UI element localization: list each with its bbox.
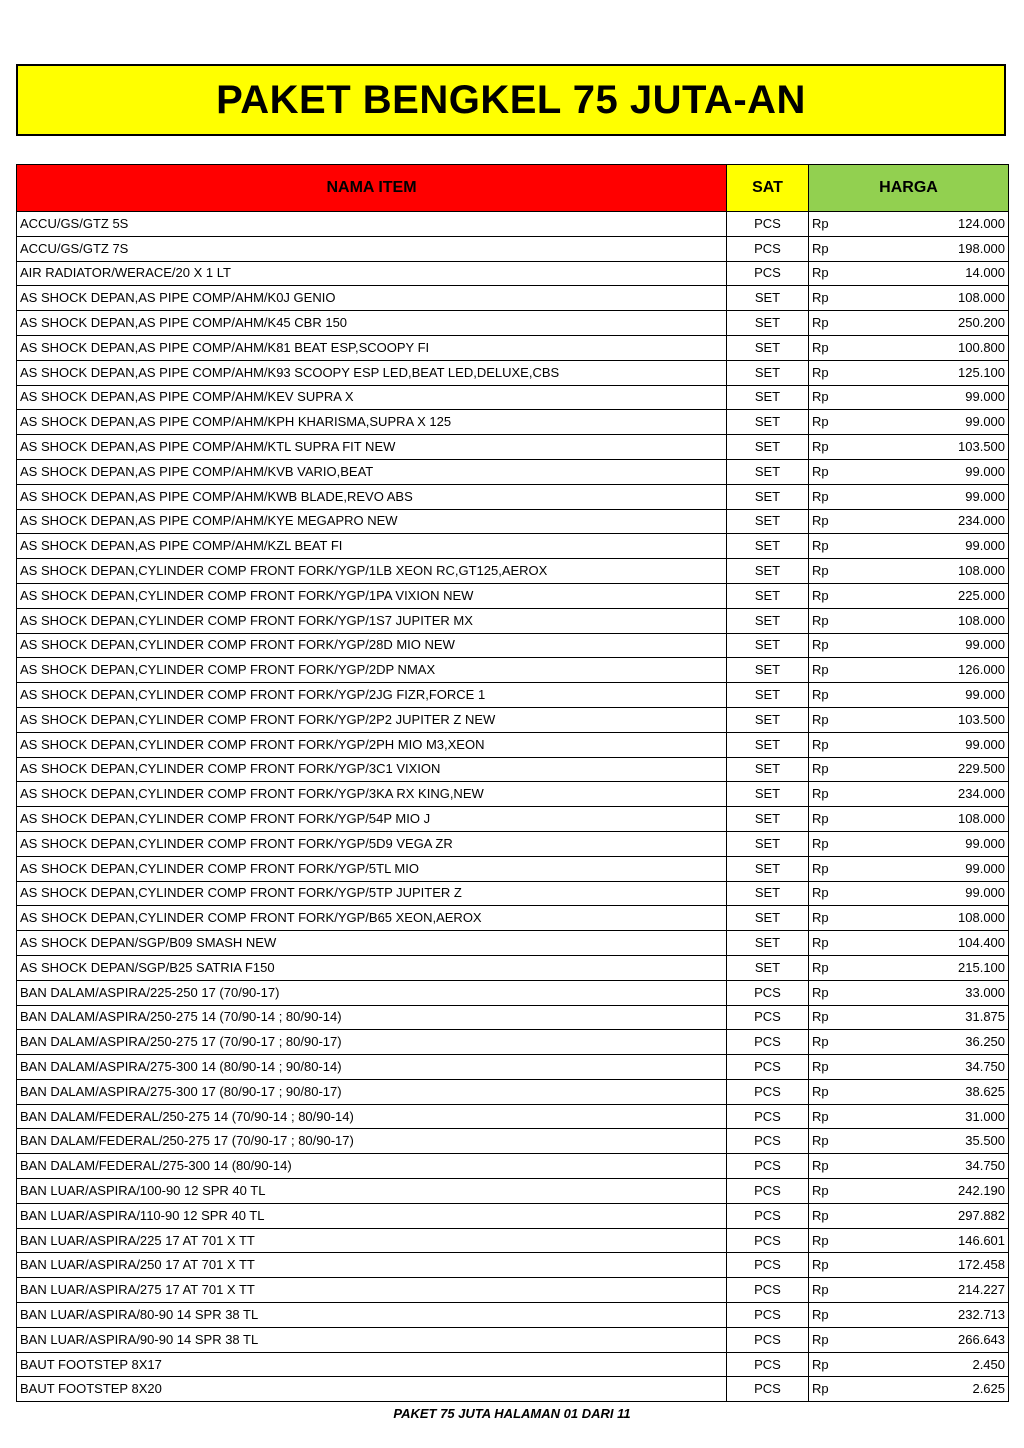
table-row <box>17 1253 1009 1278</box>
item-currency: Rp <box>809 658 864 683</box>
item-currency: Rp <box>809 683 864 708</box>
item-name: AS SHOCK DEPAN,CYLINDER COMP FRONT FORK/YGP/2DP NMAX <box>17 658 727 683</box>
price-table <box>16 164 1009 1402</box>
table-row <box>17 980 1009 1005</box>
item-currency: Rp <box>809 980 864 1005</box>
item-currency: Rp <box>809 509 864 534</box>
header-nama-item: NAMA ITEM <box>17 165 727 212</box>
item-unit: SET <box>727 683 809 708</box>
table-row <box>17 1179 1009 1204</box>
item-currency: Rp <box>809 484 864 509</box>
item-unit: SET <box>727 732 809 757</box>
item-price: 99.000 <box>864 856 1009 881</box>
table-row <box>17 311 1009 336</box>
item-name: AS SHOCK DEPAN,CYLINDER COMP FRONT FORK/YGP/5TP JUPITER Z <box>17 881 727 906</box>
item-unit: PCS <box>727 1228 809 1253</box>
item-unit: PCS <box>727 236 809 261</box>
item-currency: Rp <box>809 286 864 311</box>
item-currency: Rp <box>809 1352 864 1377</box>
item-name: AS SHOCK DEPAN,CYLINDER COMP FRONT FORK/YGP/1S7 JUPITER MX <box>17 608 727 633</box>
table-row <box>17 1154 1009 1179</box>
item-name: AS SHOCK DEPAN/SGP/B25 SATRIA F150 <box>17 955 727 980</box>
item-name: BAN LUAR/ASPIRA/90-90 14 SPR 38 TL <box>17 1327 727 1352</box>
table-header-row <box>17 165 1009 212</box>
item-price: 108.000 <box>864 559 1009 584</box>
item-name: AS SHOCK DEPAN,CYLINDER COMP FRONT FORK/YGP/28D MIO NEW <box>17 633 727 658</box>
item-name: ACCU/GS/GTZ 5S <box>17 212 727 237</box>
item-unit: PCS <box>727 980 809 1005</box>
item-name: BAN DALAM/FEDERAL/250-275 17 (70/90-17 ; 80/90-17) <box>17 1129 727 1154</box>
item-price: 198.000 <box>864 236 1009 261</box>
item-unit: SET <box>727 360 809 385</box>
item-unit: SET <box>727 435 809 460</box>
item-unit: SET <box>727 385 809 410</box>
item-unit: SET <box>727 335 809 360</box>
item-price: 234.000 <box>864 782 1009 807</box>
item-unit: SET <box>727 509 809 534</box>
item-price: 215.100 <box>864 955 1009 980</box>
item-currency: Rp <box>809 1055 864 1080</box>
item-currency: Rp <box>809 559 864 584</box>
item-price: 99.000 <box>864 881 1009 906</box>
item-name: AS SHOCK DEPAN,AS PIPE COMP/AHM/KTL SUPRA FIT NEW <box>17 435 727 460</box>
table-row <box>17 931 1009 956</box>
item-price: 232.713 <box>864 1303 1009 1328</box>
item-unit: SET <box>727 608 809 633</box>
item-price: 266.643 <box>864 1327 1009 1352</box>
item-unit: PCS <box>727 1203 809 1228</box>
item-unit: PCS <box>727 1104 809 1129</box>
item-price: 124.000 <box>864 212 1009 237</box>
item-name: BAN LUAR/ASPIRA/100-90 12 SPR 40 TL <box>17 1179 727 1204</box>
item-price: 100.800 <box>864 335 1009 360</box>
item-unit: SET <box>727 534 809 559</box>
item-name: AS SHOCK DEPAN,AS PIPE COMP/AHM/KWB BLADE,REVO ABS <box>17 484 727 509</box>
item-currency: Rp <box>809 1154 864 1179</box>
item-price: 242.190 <box>864 1179 1009 1204</box>
item-name: BAN DALAM/ASPIRA/225-250 17 (70/90-17) <box>17 980 727 1005</box>
item-currency: Rp <box>809 212 864 237</box>
item-name: AS SHOCK DEPAN,CYLINDER COMP FRONT FORK/YGP/5TL MIO <box>17 856 727 881</box>
table-row <box>17 732 1009 757</box>
item-name: BAN DALAM/ASPIRA/250-275 17 (70/90-17 ; 80/90-17) <box>17 1030 727 1055</box>
item-name: AS SHOCK DEPAN/SGP/B09 SMASH NEW <box>17 931 727 956</box>
item-price: 34.750 <box>864 1154 1009 1179</box>
item-unit: PCS <box>727 1030 809 1055</box>
item-currency: Rp <box>809 707 864 732</box>
item-currency: Rp <box>809 1377 864 1402</box>
table-row <box>17 1030 1009 1055</box>
item-price: 31.000 <box>864 1104 1009 1129</box>
item-price: 36.250 <box>864 1030 1009 1055</box>
item-name: BAN DALAM/FEDERAL/250-275 14 (70/90-14 ; 80/90-14) <box>17 1104 727 1129</box>
item-unit: SET <box>727 410 809 435</box>
item-currency: Rp <box>809 906 864 931</box>
item-price: 214.227 <box>864 1278 1009 1303</box>
item-unit: PCS <box>727 1327 809 1352</box>
item-name: AS SHOCK DEPAN,AS PIPE COMP/AHM/KZL BEAT FI <box>17 534 727 559</box>
header-harga: HARGA <box>809 165 1009 212</box>
table-row <box>17 955 1009 980</box>
table-row <box>17 807 1009 832</box>
item-price: 104.400 <box>864 931 1009 956</box>
item-price: 99.000 <box>864 410 1009 435</box>
table-row <box>17 707 1009 732</box>
item-currency: Rp <box>809 1303 864 1328</box>
item-currency: Rp <box>809 757 864 782</box>
item-price: 31.875 <box>864 1005 1009 1030</box>
item-unit: SET <box>727 881 809 906</box>
item-name: BAN LUAR/ASPIRA/80-90 14 SPR 38 TL <box>17 1303 727 1328</box>
item-price: 14.000 <box>864 261 1009 286</box>
item-price: 146.601 <box>864 1228 1009 1253</box>
header-sat: SAT <box>727 165 809 212</box>
item-name: AS SHOCK DEPAN,AS PIPE COMP/AHM/KPH KHARISMA,SUPRA X 125 <box>17 410 727 435</box>
table-row <box>17 1377 1009 1402</box>
item-name: ACCU/GS/GTZ 7S <box>17 236 727 261</box>
item-name: AS SHOCK DEPAN,CYLINDER COMP FRONT FORK/YGP/5D9 VEGA ZR <box>17 831 727 856</box>
item-price: 108.000 <box>864 906 1009 931</box>
item-unit: PCS <box>727 1253 809 1278</box>
item-unit: SET <box>727 459 809 484</box>
table-row <box>17 633 1009 658</box>
item-unit: PCS <box>727 1179 809 1204</box>
item-currency: Rp <box>809 435 864 460</box>
item-name: AS SHOCK DEPAN,AS PIPE COMP/AHM/KYE MEGAPRO NEW <box>17 509 727 534</box>
item-price: 99.000 <box>864 459 1009 484</box>
item-unit: PCS <box>727 1352 809 1377</box>
item-name: AS SHOCK DEPAN,AS PIPE COMP/AHM/K45 CBR 150 <box>17 311 727 336</box>
item-currency: Rp <box>809 1179 864 1204</box>
item-price: 103.500 <box>864 707 1009 732</box>
item-price: 35.500 <box>864 1129 1009 1154</box>
item-name: BAN DALAM/ASPIRA/250-275 14 (70/90-14 ; 80/90-14) <box>17 1005 727 1030</box>
table-row <box>17 286 1009 311</box>
item-name: AS SHOCK DEPAN,AS PIPE COMP/AHM/K81 BEAT ESP,SCOOPY FI <box>17 335 727 360</box>
item-currency: Rp <box>809 459 864 484</box>
item-currency: Rp <box>809 633 864 658</box>
item-name: AS SHOCK DEPAN,CYLINDER COMP FRONT FORK/YGP/3C1 VIXION <box>17 757 727 782</box>
item-name: BAN LUAR/ASPIRA/250 17 AT 701 X TT <box>17 1253 727 1278</box>
item-name: AS SHOCK DEPAN,CYLINDER COMP FRONT FORK/YGP/2PH MIO M3,XEON <box>17 732 727 757</box>
item-unit: SET <box>727 311 809 336</box>
item-unit: SET <box>727 782 809 807</box>
item-price: 172.458 <box>864 1253 1009 1278</box>
item-name: BAUT FOOTSTEP 8X17 <box>17 1352 727 1377</box>
item-price: 229.500 <box>864 757 1009 782</box>
item-price: 99.000 <box>864 831 1009 856</box>
table-row <box>17 881 1009 906</box>
item-currency: Rp <box>809 1228 864 1253</box>
item-price: 33.000 <box>864 980 1009 1005</box>
item-name: AS SHOCK DEPAN,AS PIPE COMP/AHM/KEV SUPRA X <box>17 385 727 410</box>
item-currency: Rp <box>809 608 864 633</box>
item-name: AS SHOCK DEPAN,CYLINDER COMP FRONT FORK/YGP/2JG FIZR,FORCE 1 <box>17 683 727 708</box>
table-row <box>17 608 1009 633</box>
item-price: 108.000 <box>864 286 1009 311</box>
table-row <box>17 1055 1009 1080</box>
item-price: 2.450 <box>864 1352 1009 1377</box>
item-price: 99.000 <box>864 633 1009 658</box>
item-name: AS SHOCK DEPAN,CYLINDER COMP FRONT FORK/YGP/1PA VIXION NEW <box>17 583 727 608</box>
item-currency: Rp <box>809 1005 864 1030</box>
table-row <box>17 534 1009 559</box>
item-currency: Rp <box>809 1030 864 1055</box>
table-row <box>17 757 1009 782</box>
item-unit: PCS <box>727 1278 809 1303</box>
item-currency: Rp <box>809 881 864 906</box>
item-currency: Rp <box>809 1079 864 1104</box>
item-currency: Rp <box>809 410 864 435</box>
item-currency: Rp <box>809 534 864 559</box>
item-currency: Rp <box>809 831 864 856</box>
table-row <box>17 1352 1009 1377</box>
item-name: BAUT FOOTSTEP 8X20 <box>17 1377 727 1402</box>
table-row <box>17 385 1009 410</box>
page-footer: PAKET 75 JUTA HALAMAN 01 DARI 11 <box>393 1406 631 1421</box>
item-unit: SET <box>727 633 809 658</box>
table-row <box>17 583 1009 608</box>
item-currency: Rp <box>809 1129 864 1154</box>
table-row <box>17 459 1009 484</box>
table-row <box>17 484 1009 509</box>
item-unit: SET <box>727 286 809 311</box>
item-currency: Rp <box>809 931 864 956</box>
item-name: BAN LUAR/ASPIRA/275 17 AT 701 X TT <box>17 1278 727 1303</box>
table-body <box>17 212 1009 1402</box>
item-unit: PCS <box>727 1129 809 1154</box>
item-name: BAN DALAM/ASPIRA/275-300 14 (80/90-14 ; 90/80-14) <box>17 1055 727 1080</box>
title-banner <box>16 64 1006 136</box>
table-row <box>17 906 1009 931</box>
item-currency: Rp <box>809 1253 864 1278</box>
table-row <box>17 335 1009 360</box>
item-unit: SET <box>727 931 809 956</box>
table-row <box>17 212 1009 237</box>
table-row <box>17 509 1009 534</box>
item-currency: Rp <box>809 311 864 336</box>
table-row <box>17 1129 1009 1154</box>
table-row <box>17 435 1009 460</box>
item-currency: Rp <box>809 807 864 832</box>
item-currency: Rp <box>809 1203 864 1228</box>
item-unit: SET <box>727 484 809 509</box>
page-title: PAKET BENGKEL 75 JUTA-AN <box>216 77 806 122</box>
item-currency: Rp <box>809 856 864 881</box>
item-price: 225.000 <box>864 583 1009 608</box>
item-currency: Rp <box>809 1278 864 1303</box>
table-row <box>17 782 1009 807</box>
item-currency: Rp <box>809 335 864 360</box>
item-name: BAN LUAR/ASPIRA/225 17 AT 701 X TT <box>17 1228 727 1253</box>
table-row <box>17 360 1009 385</box>
table-row <box>17 236 1009 261</box>
table-row <box>17 1327 1009 1352</box>
table-row <box>17 658 1009 683</box>
item-unit: SET <box>727 856 809 881</box>
item-price: 99.000 <box>864 534 1009 559</box>
item-name: AS SHOCK DEPAN,AS PIPE COMP/AHM/K0J GENIO <box>17 286 727 311</box>
item-price: 108.000 <box>864 807 1009 832</box>
item-name: AS SHOCK DEPAN,CYLINDER COMP FRONT FORK/YGP/B65 XEON,AEROX <box>17 906 727 931</box>
item-unit: SET <box>727 559 809 584</box>
item-price: 38.625 <box>864 1079 1009 1104</box>
item-price: 99.000 <box>864 385 1009 410</box>
item-currency: Rp <box>809 1104 864 1129</box>
table-row <box>17 831 1009 856</box>
item-price: 99.000 <box>864 683 1009 708</box>
item-unit: SET <box>727 583 809 608</box>
item-unit: PCS <box>727 1079 809 1104</box>
item-price: 108.000 <box>864 608 1009 633</box>
item-name: BAN LUAR/ASPIRA/110-90 12 SPR 40 TL <box>17 1203 727 1228</box>
table-row <box>17 683 1009 708</box>
table-row <box>17 856 1009 881</box>
item-price: 250.200 <box>864 311 1009 336</box>
item-name: AS SHOCK DEPAN,AS PIPE COMP/AHM/KVB VARIO,BEAT <box>17 459 727 484</box>
item-name: AIR RADIATOR/WERACE/20 X 1 LT <box>17 261 727 286</box>
item-currency: Rp <box>809 732 864 757</box>
item-price: 103.500 <box>864 435 1009 460</box>
table-row <box>17 1303 1009 1328</box>
item-name: BAN DALAM/FEDERAL/275-300 14 (80/90-14) <box>17 1154 727 1179</box>
item-name: AS SHOCK DEPAN,CYLINDER COMP FRONT FORK/YGP/2P2 JUPITER Z NEW <box>17 707 727 732</box>
table-row <box>17 410 1009 435</box>
item-unit: SET <box>727 955 809 980</box>
item-currency: Rp <box>809 385 864 410</box>
item-price: 125.100 <box>864 360 1009 385</box>
table-row <box>17 1079 1009 1104</box>
item-name: AS SHOCK DEPAN,AS PIPE COMP/AHM/K93 SCOOPY ESP LED,BEAT LED,DELUXE,CBS <box>17 360 727 385</box>
item-price: 2.625 <box>864 1377 1009 1402</box>
item-unit: SET <box>727 707 809 732</box>
item-currency: Rp <box>809 261 864 286</box>
table-row <box>17 1278 1009 1303</box>
item-unit: PCS <box>727 1377 809 1402</box>
item-unit: PCS <box>727 212 809 237</box>
item-unit: PCS <box>727 1055 809 1080</box>
item-unit: SET <box>727 831 809 856</box>
item-currency: Rp <box>809 236 864 261</box>
item-unit: PCS <box>727 1303 809 1328</box>
table-row <box>17 261 1009 286</box>
item-currency: Rp <box>809 360 864 385</box>
item-name: AS SHOCK DEPAN,CYLINDER COMP FRONT FORK/YGP/1LB XEON RC,GT125,AEROX <box>17 559 727 584</box>
table-row <box>17 1203 1009 1228</box>
item-unit: SET <box>727 757 809 782</box>
item-unit: SET <box>727 906 809 931</box>
item-unit: PCS <box>727 261 809 286</box>
table-row <box>17 1104 1009 1129</box>
item-price: 297.882 <box>864 1203 1009 1228</box>
item-unit: PCS <box>727 1154 809 1179</box>
item-unit: PCS <box>727 1005 809 1030</box>
item-name: BAN DALAM/ASPIRA/275-300 17 (80/90-17 ; 90/80-17) <box>17 1079 727 1104</box>
item-name: AS SHOCK DEPAN,CYLINDER COMP FRONT FORK/YGP/3KA RX KING,NEW <box>17 782 727 807</box>
table-row <box>17 1005 1009 1030</box>
item-currency: Rp <box>809 782 864 807</box>
table-row <box>17 559 1009 584</box>
item-price: 34.750 <box>864 1055 1009 1080</box>
item-price: 126.000 <box>864 658 1009 683</box>
item-unit: SET <box>727 658 809 683</box>
item-price: 234.000 <box>864 509 1009 534</box>
item-unit: SET <box>727 807 809 832</box>
item-currency: Rp <box>809 955 864 980</box>
item-name: AS SHOCK DEPAN,CYLINDER COMP FRONT FORK/YGP/54P MIO J <box>17 807 727 832</box>
item-currency: Rp <box>809 1327 864 1352</box>
table-row <box>17 1228 1009 1253</box>
item-price: 99.000 <box>864 484 1009 509</box>
item-currency: Rp <box>809 583 864 608</box>
item-price: 99.000 <box>864 732 1009 757</box>
